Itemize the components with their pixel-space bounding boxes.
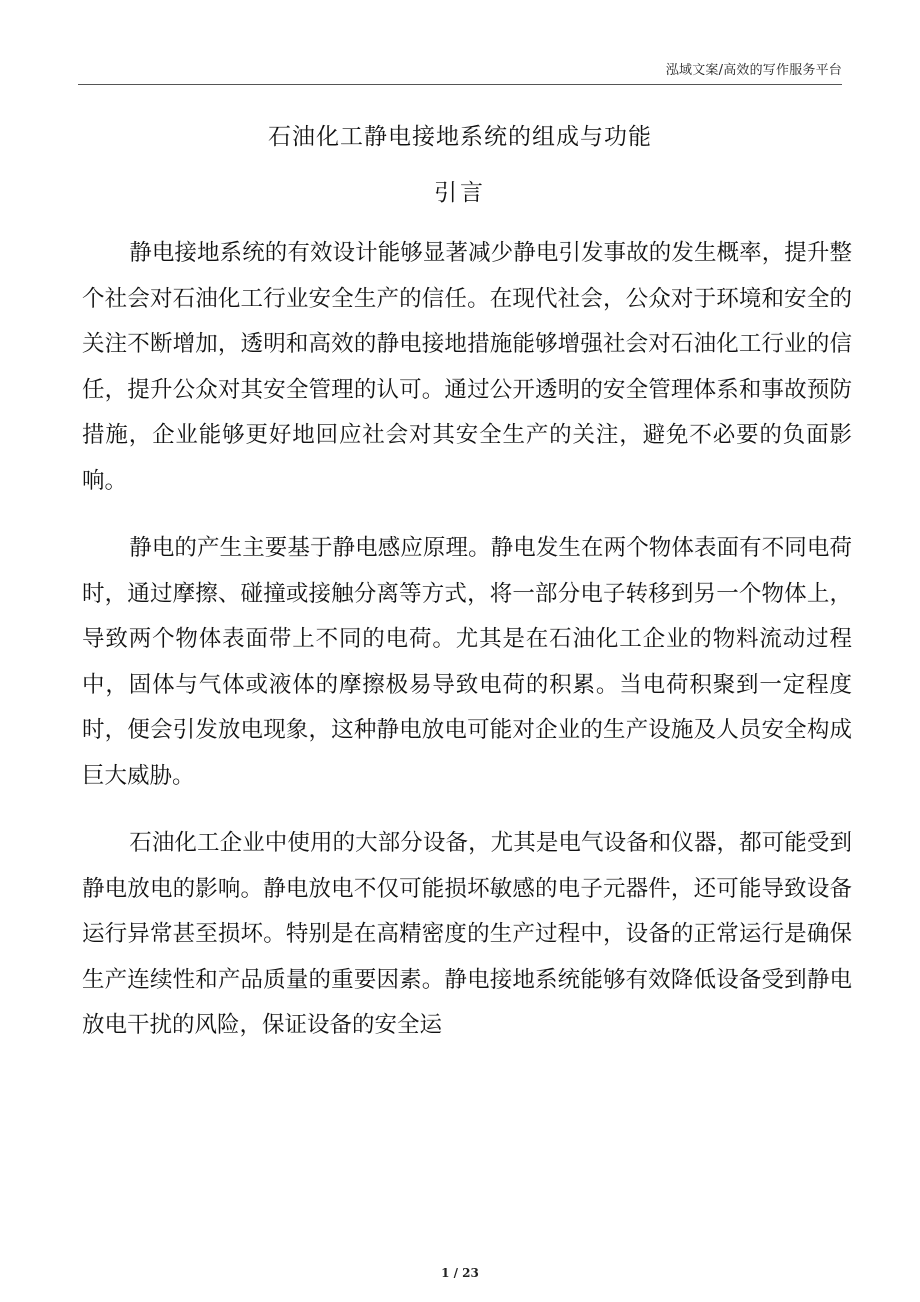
- document-body: [82, 231, 852, 1071]
- paragraph: 静电的产生主要基于静电感应原理。静电发生在两个物体表面有不同电荷时，通过摩擦、碰撞或接触分离等方式，将一部分电子转移到另一个物体上，导致两个物体表面带上不同的电荷。尤其是在石油化工企业的物料流动过程中，固体与气体或液体的摩擦极易导致电荷的积累。当电荷积聚到一定程度时，便会引发放电现象，这种静电放电可能对企业的生产设施及人员安全构成巨大威胁。: [82, 535, 852, 789]
- section-heading: 引言: [434, 180, 486, 206]
- paragraph: 静电接地系统的有效设计能够显著减少静电引发事故的发生概率，提升整个社会对石油化工行业安全生产的信任。在现代社会，公众对于环境和安全的关注不断增加，透明和高效的静电接地措施能够增强社会对石油化工行业的信任，提升公众对其安全管理的认可。通过公开透明的安全管理体系和事故预防措施，企业能够更好地回应社会对其安全生产的关注，避免不必要的负面影响。: [82, 240, 852, 494]
- paragraph: 石油化工企业中使用的大部分设备，尤其是电气设备和仪器，都可能受到静电放电的影响。静电放电不仅可能损坏敏感的电子元器件，还可能导致设备运行异常甚至损坏。特别是在高精密度的生产过程中，设备的正常运行是确保生产连续性和产品质量的重要因素。静电接地系统能够有效降低设备受到静电放电干扰的风险，保证设备的安全运: [82, 830, 852, 1038]
- header-text: 泓域文案/高效的写作服务平台: [665, 63, 842, 78]
- header-divider: [78, 84, 842, 85]
- page-number: 1 / 23: [441, 1266, 479, 1280]
- document-title: 石油化工静电接地系统的组成与功能: [268, 124, 652, 150]
